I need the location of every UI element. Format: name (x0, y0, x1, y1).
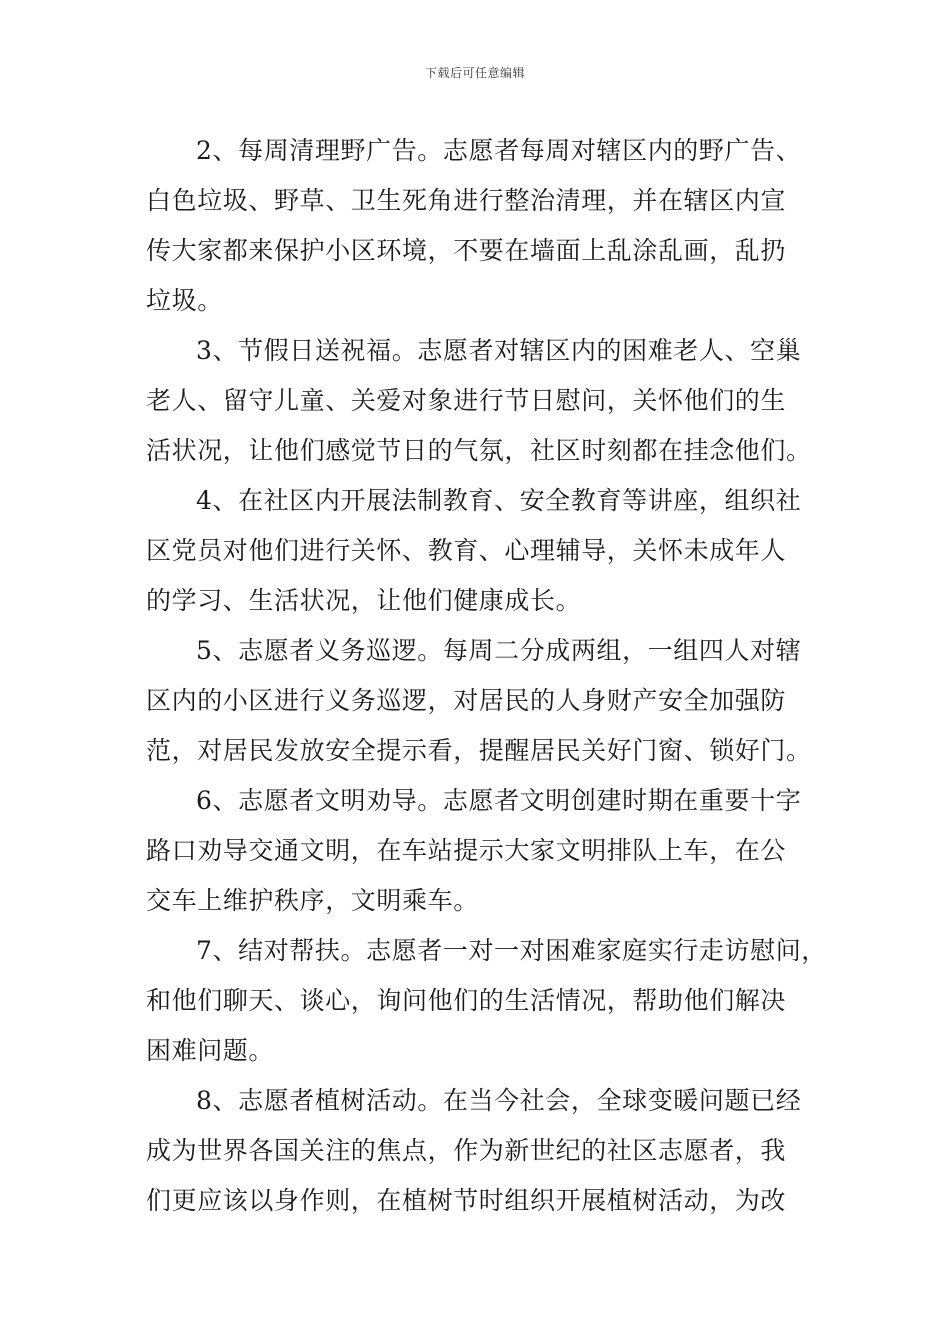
text-line: 传大家都来保护小区环境，不要在墙面上乱涂乱画，乱扔 (146, 236, 787, 265)
text-line: 8、志愿者植树活动。在当今社会，全球变暖问题已经 (196, 1086, 802, 1115)
text-line: 白色垃圾、野草、卫生死角进行整治清理，并在辖区内宣 (146, 186, 787, 215)
paragraph-8 (146, 1076, 822, 1226)
paragraph-5 (146, 626, 822, 776)
text-line: 们更应该以身作则，在植树节时组织开展植树活动，为改 (146, 1186, 787, 1215)
text-line: 成为世界各国关注的焦点，作为新世纪的社区志愿者，我 (146, 1136, 787, 1165)
text-line: 活状况，让他们感觉节日的气氛，社区时刻都在挂念他们。 (146, 436, 812, 465)
text-line: 3、节假日送祝福。志愿者对辖区内的困难老人、空巢 (196, 336, 802, 365)
paragraph-2 (146, 126, 822, 326)
text-line: 2、每周清理野广告。志愿者每周对辖区内的野广告、 (196, 136, 802, 165)
text-line: 6、志愿者文明劝导。志愿者文明创建时期在重要十字 (196, 786, 802, 815)
text-line: 7、结对帮扶。志愿者一对一对困难家庭实行走访慰问， (196, 936, 827, 965)
text-line: 范，对居民发放安全提示看，提醒居民关好门窗、锁好门。 (146, 736, 812, 765)
text-line: 垃圾。 (146, 286, 223, 315)
paragraph-7 (146, 926, 827, 1076)
document-body (146, 126, 827, 1226)
text-line: 交车上维护秩序，文明乘车。 (146, 886, 479, 915)
text-line: 4、在社区内开展法制教育、安全教育等讲座，组织社 (196, 486, 802, 515)
text-line: 和他们聊天、谈心，询问他们的生活情况，帮助他们解决 (146, 986, 787, 1015)
text-line: 的学习、生活状况，让他们健康成长。 (146, 586, 582, 615)
text-line: 5、志愿者义务巡逻。每周二分成两组，一组四人对辖 (196, 636, 802, 665)
page-header: 下载后可任意编辑 (424, 66, 525, 80)
text-line: 区内的小区进行义务巡逻，对居民的人身财产安全加强防 (146, 686, 787, 715)
text-line: 区党员对他们进行关怀、教育、心理辅导，关怀未成年人 (146, 536, 787, 565)
paragraph-6 (146, 776, 822, 926)
text-line: 路口劝导交通文明，在车站提示大家文明排队上车，在公 (146, 836, 787, 865)
paragraph-4 (146, 476, 822, 626)
text-line: 老人、留守儿童、关爱对象进行节日慰问，关怀他们的生 (146, 386, 787, 415)
text-line: 困难问题。 (146, 1036, 275, 1065)
paragraph-3 (146, 326, 822, 476)
